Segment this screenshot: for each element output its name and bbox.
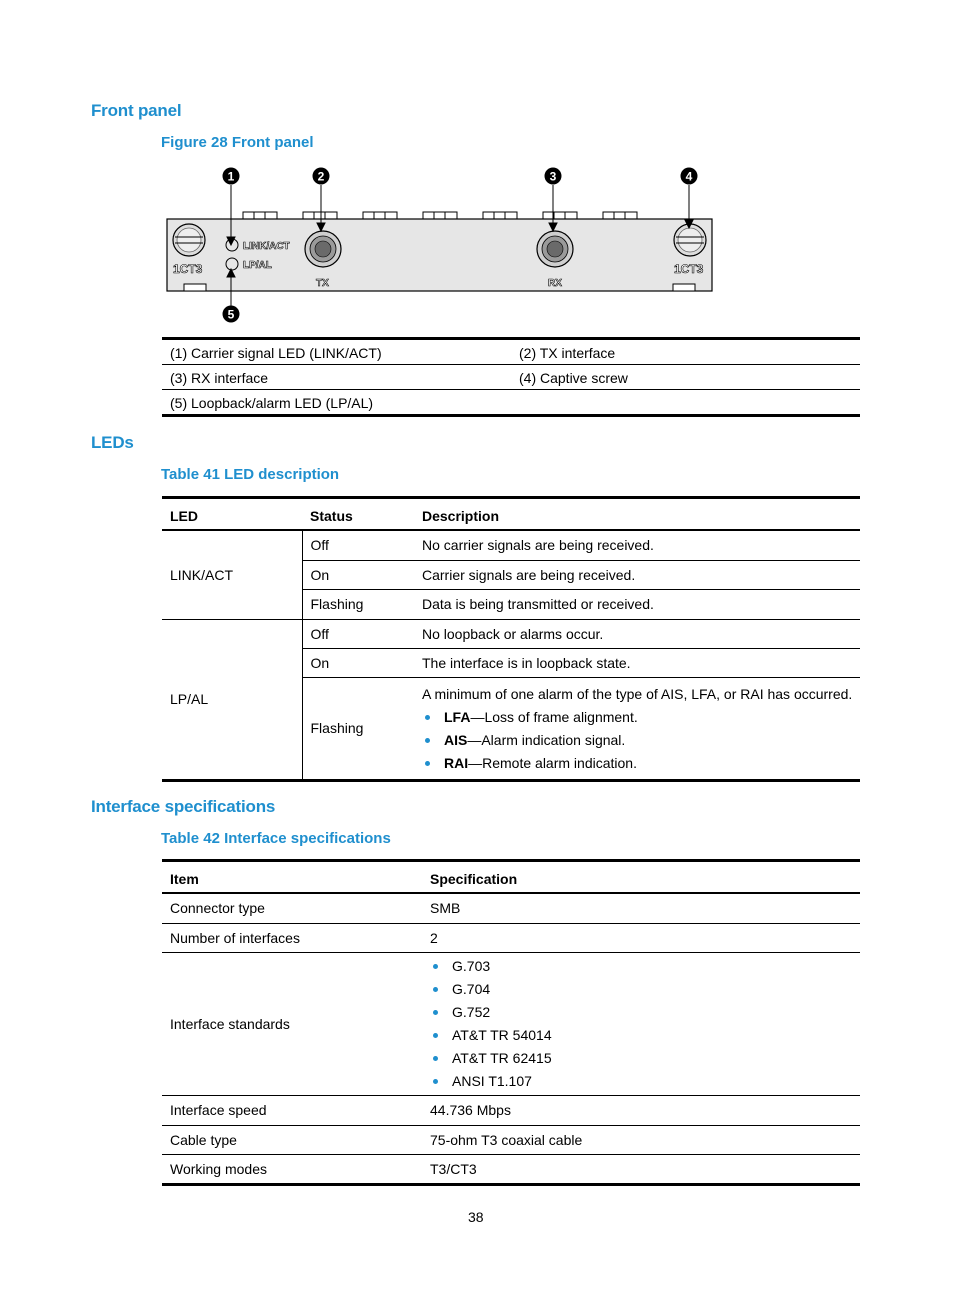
svg-text:5: 5 — [227, 307, 235, 322]
callout-badge-2 — [313, 168, 330, 185]
column-header: Specification — [422, 861, 860, 894]
table-row — [162, 365, 860, 390]
led-name-cell: LINK/ACT — [162, 530, 302, 619]
bullet-text: —Loss of frame alignment. — [470, 708, 638, 725]
spec-cell: T3/CT3 — [430, 1160, 477, 1177]
table-row — [162, 530, 860, 560]
label-model-right: 1CT3 — [674, 262, 704, 276]
standards-list — [430, 955, 860, 1093]
table-row — [162, 952, 860, 1095]
legend-cell: (1) Carrier signal LED (LINK/ACT) — [162, 339, 511, 365]
status-cell: On — [302, 648, 414, 677]
item-cell: Interface standards — [162, 952, 422, 1095]
front-panel-figure — [150, 160, 730, 330]
legend-cell: (5) Loopback/alarm LED (LP/AL) — [170, 395, 374, 411]
status-cell: On — [302, 560, 414, 589]
tx-connector — [305, 231, 341, 267]
callout-badge-1 — [223, 168, 240, 185]
table-row — [162, 339, 860, 365]
status-cell: Flashing — [302, 589, 414, 619]
description-text: A minimum of one alarm of the type of AIS, LFA, or RAI has occurred. — [422, 685, 853, 702]
rx-connector — [537, 231, 573, 267]
led-lp-al — [226, 258, 238, 270]
spec-cell: 75-ohm T3 coaxial cable — [422, 1125, 860, 1154]
interface-spec-table — [162, 859, 860, 1186]
column-header: Item — [162, 861, 422, 894]
bullet-term: LFA — [444, 708, 471, 725]
list-item: G.704 — [430, 978, 860, 1001]
led-description-table — [162, 496, 860, 782]
label-lp-al: LP/AL — [243, 260, 272, 271]
callout-badge-4 — [681, 168, 698, 185]
description-cell: No loopback or alarms occur. — [414, 619, 860, 648]
table-row — [162, 619, 860, 648]
list-item: AT&T TR 54014 — [430, 1024, 860, 1047]
captive-screw-left — [173, 224, 205, 256]
panel-body — [167, 219, 712, 291]
bullet-text: —Alarm indication signal. — [467, 731, 626, 748]
list-item — [422, 706, 860, 729]
description-cell: The interface is in loopback state. — [414, 648, 860, 677]
table-row — [162, 893, 860, 923]
section-heading-interface-specs: Interface specifications — [91, 797, 276, 816]
description-cell: Carrier signals are being received. — [414, 560, 860, 589]
section-heading-leds: LEDs — [91, 433, 134, 452]
spec-cell: SMB — [422, 893, 860, 923]
column-header: LED — [162, 498, 302, 531]
status-cell: Flashing — [310, 720, 364, 736]
bullet-term: AIS — [444, 731, 468, 748]
svg-text:4: 4 — [685, 169, 693, 184]
svg-text:2: 2 — [317, 169, 325, 184]
callout-badge-3 — [545, 168, 562, 185]
spec-cell: 2 — [422, 923, 860, 952]
table-row — [162, 1154, 860, 1184]
status-cell: Off — [302, 530, 414, 560]
svg-text:1: 1 — [227, 169, 235, 184]
list-item — [422, 729, 860, 752]
list-item: G.703 — [430, 955, 860, 978]
figure-caption: Figure 28 Front panel — [161, 134, 314, 151]
label-rx: RX — [548, 278, 562, 289]
spec-table-caption: Table 42 Interface specifications — [161, 830, 391, 847]
callout-badge-5 — [223, 306, 240, 323]
svg-text:3: 3 — [549, 169, 557, 184]
item-cell: Connector type — [162, 893, 422, 923]
figure-legend-table — [162, 337, 860, 417]
alarm-bullet-list — [422, 706, 860, 775]
table-row — [162, 923, 860, 952]
description-cell: Data is being transmitted or received. — [414, 589, 860, 619]
table-row — [162, 1125, 860, 1154]
legend-cell: (4) Captive screw — [511, 365, 860, 390]
column-header: Description — [414, 498, 860, 531]
page-number: 38 — [468, 1209, 484, 1225]
legend-cell: (2) TX interface — [511, 339, 860, 365]
bullet-term: RAI — [444, 754, 469, 771]
list-item: AT&T TR 62415 — [430, 1047, 860, 1070]
column-header: Status — [302, 498, 414, 531]
legend-cell: (3) RX interface — [162, 365, 511, 390]
label-link-act: LINK/ACT — [243, 241, 290, 252]
captive-screw-right — [674, 224, 706, 256]
panel-top-tabs — [243, 212, 637, 219]
legend-cell — [511, 390, 860, 416]
status-cell: Off — [302, 619, 414, 648]
section-heading-front-panel: Front panel — [91, 101, 182, 120]
table-row — [162, 390, 860, 416]
description-cell: No carrier signals are being received. — [414, 530, 860, 560]
item-cell: Interface speed — [162, 1095, 422, 1125]
table-header-row — [162, 861, 860, 894]
table-row — [162, 1095, 860, 1125]
list-item — [422, 752, 860, 775]
item-cell: Working modes — [170, 1160, 268, 1177]
list-item: G.752 — [430, 1001, 860, 1024]
spec-cell: 44.736 Mbps — [422, 1095, 860, 1125]
list-item: ANSI T1.107 — [430, 1070, 860, 1093]
table-header-row — [162, 498, 860, 531]
led-table-caption: Table 41 LED description — [161, 466, 340, 483]
spec-cell — [422, 952, 860, 1095]
description-cell — [414, 677, 860, 780]
bullet-text: —Remote alarm indication. — [468, 754, 637, 771]
item-cell: Number of interfaces — [162, 923, 422, 952]
item-cell: Cable type — [162, 1125, 422, 1154]
label-model-left: 1CT3 — [173, 262, 203, 276]
label-tx: TX — [316, 278, 329, 289]
led-name-cell: LP/AL — [162, 619, 302, 780]
